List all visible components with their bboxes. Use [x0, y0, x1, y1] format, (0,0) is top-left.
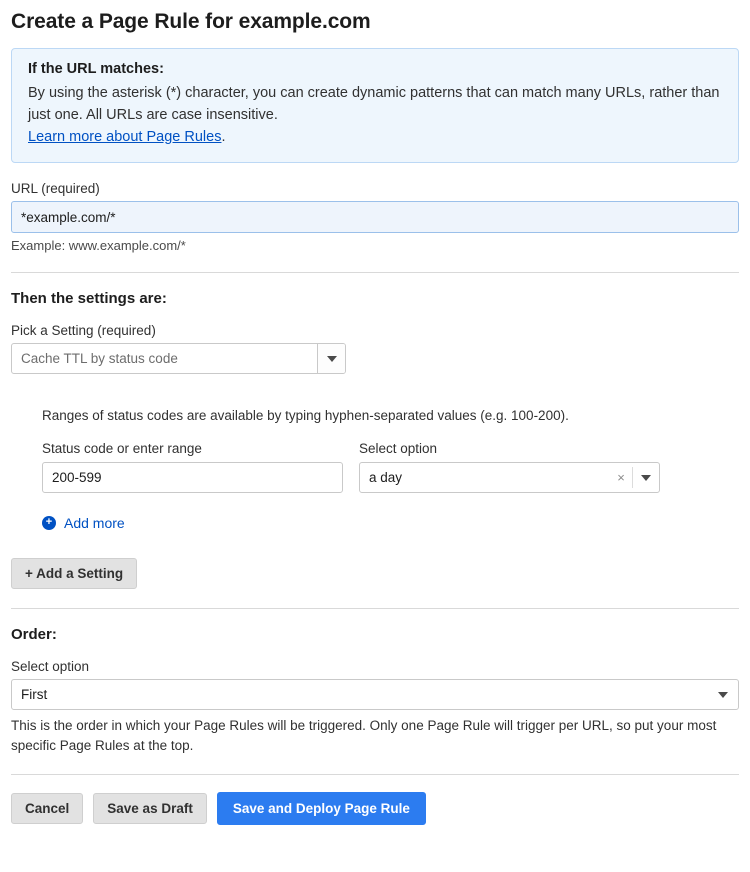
- chevron-down-icon[interactable]: [317, 344, 345, 373]
- ttl-option-value: a day: [369, 470, 403, 486]
- setting-picker-label: Pick a Setting (required): [11, 323, 156, 339]
- page-title: Create a Page Rule for example.com: [11, 10, 371, 33]
- setting-detail-panel: [42, 408, 739, 531]
- add-a-setting-button[interactable]: + Add a Setting: [11, 558, 137, 589]
- status-option-row: [42, 441, 739, 493]
- cancel-button[interactable]: Cancel: [11, 793, 83, 824]
- chevron-down-icon[interactable]: [633, 475, 659, 481]
- save-as-draft-button[interactable]: Save as Draft: [93, 793, 207, 824]
- add-more-button[interactable]: [42, 515, 739, 531]
- save-and-deploy-button[interactable]: Save and Deploy Page Rule: [217, 792, 426, 825]
- settings-section-title: Then the settings are:: [11, 290, 167, 308]
- plus-circle-icon: +: [42, 516, 56, 530]
- status-code-label: Status code or enter range: [42, 441, 202, 457]
- url-help-text: Example: www.example.com/*: [11, 238, 186, 254]
- status-code-group: [42, 441, 343, 493]
- divider-footer: [11, 774, 739, 775]
- learn-more-link[interactable]: Learn more about Page Rules: [28, 128, 222, 145]
- info-link-suffix: .: [221, 128, 226, 145]
- info-box-description: By using the asterisk (*) character, you can create dynamic patterns that can match many URLs, rather than just one. All URLs are case insensitive.: [28, 85, 720, 123]
- divider-order: [11, 608, 739, 609]
- info-box-text: [28, 83, 722, 148]
- page-rule-form: [0, 10, 750, 825]
- setting-picker-value: Cache TTL by status code: [21, 351, 178, 367]
- status-code-input[interactable]: [42, 462, 343, 493]
- order-select-label: Select option: [11, 659, 90, 675]
- clear-icon[interactable]: ×: [617, 470, 625, 486]
- status-code-hint: Ranges of status codes are available by typing hyphen-separated values (e.g. 100-200).: [42, 408, 569, 424]
- chevron-down-icon[interactable]: [718, 680, 728, 709]
- ttl-option-select[interactable]: [359, 462, 660, 493]
- ttl-option-label: Select option: [359, 441, 438, 457]
- ttl-option-group: [359, 441, 660, 493]
- divider-settings: [11, 272, 739, 273]
- info-box-title: If the URL matches:: [28, 61, 164, 77]
- setting-picker-select[interactable]: [11, 343, 346, 374]
- order-section-title: Order:: [11, 626, 57, 644]
- url-match-info-box: [11, 48, 739, 163]
- order-select-value: First: [21, 687, 48, 703]
- add-more-label: Add more: [64, 515, 125, 532]
- order-note: This is the order in which your Page Rules will be triggered. Only one Page Rule will trigger per URL, so put your most specific Page Rules at the top.: [11, 718, 717, 753]
- order-select[interactable]: [11, 679, 739, 710]
- url-field-label: URL (required): [11, 181, 100, 197]
- url-input[interactable]: [11, 201, 739, 233]
- footer-actions: [11, 792, 739, 825]
- add-setting-wrap: [11, 558, 739, 589]
